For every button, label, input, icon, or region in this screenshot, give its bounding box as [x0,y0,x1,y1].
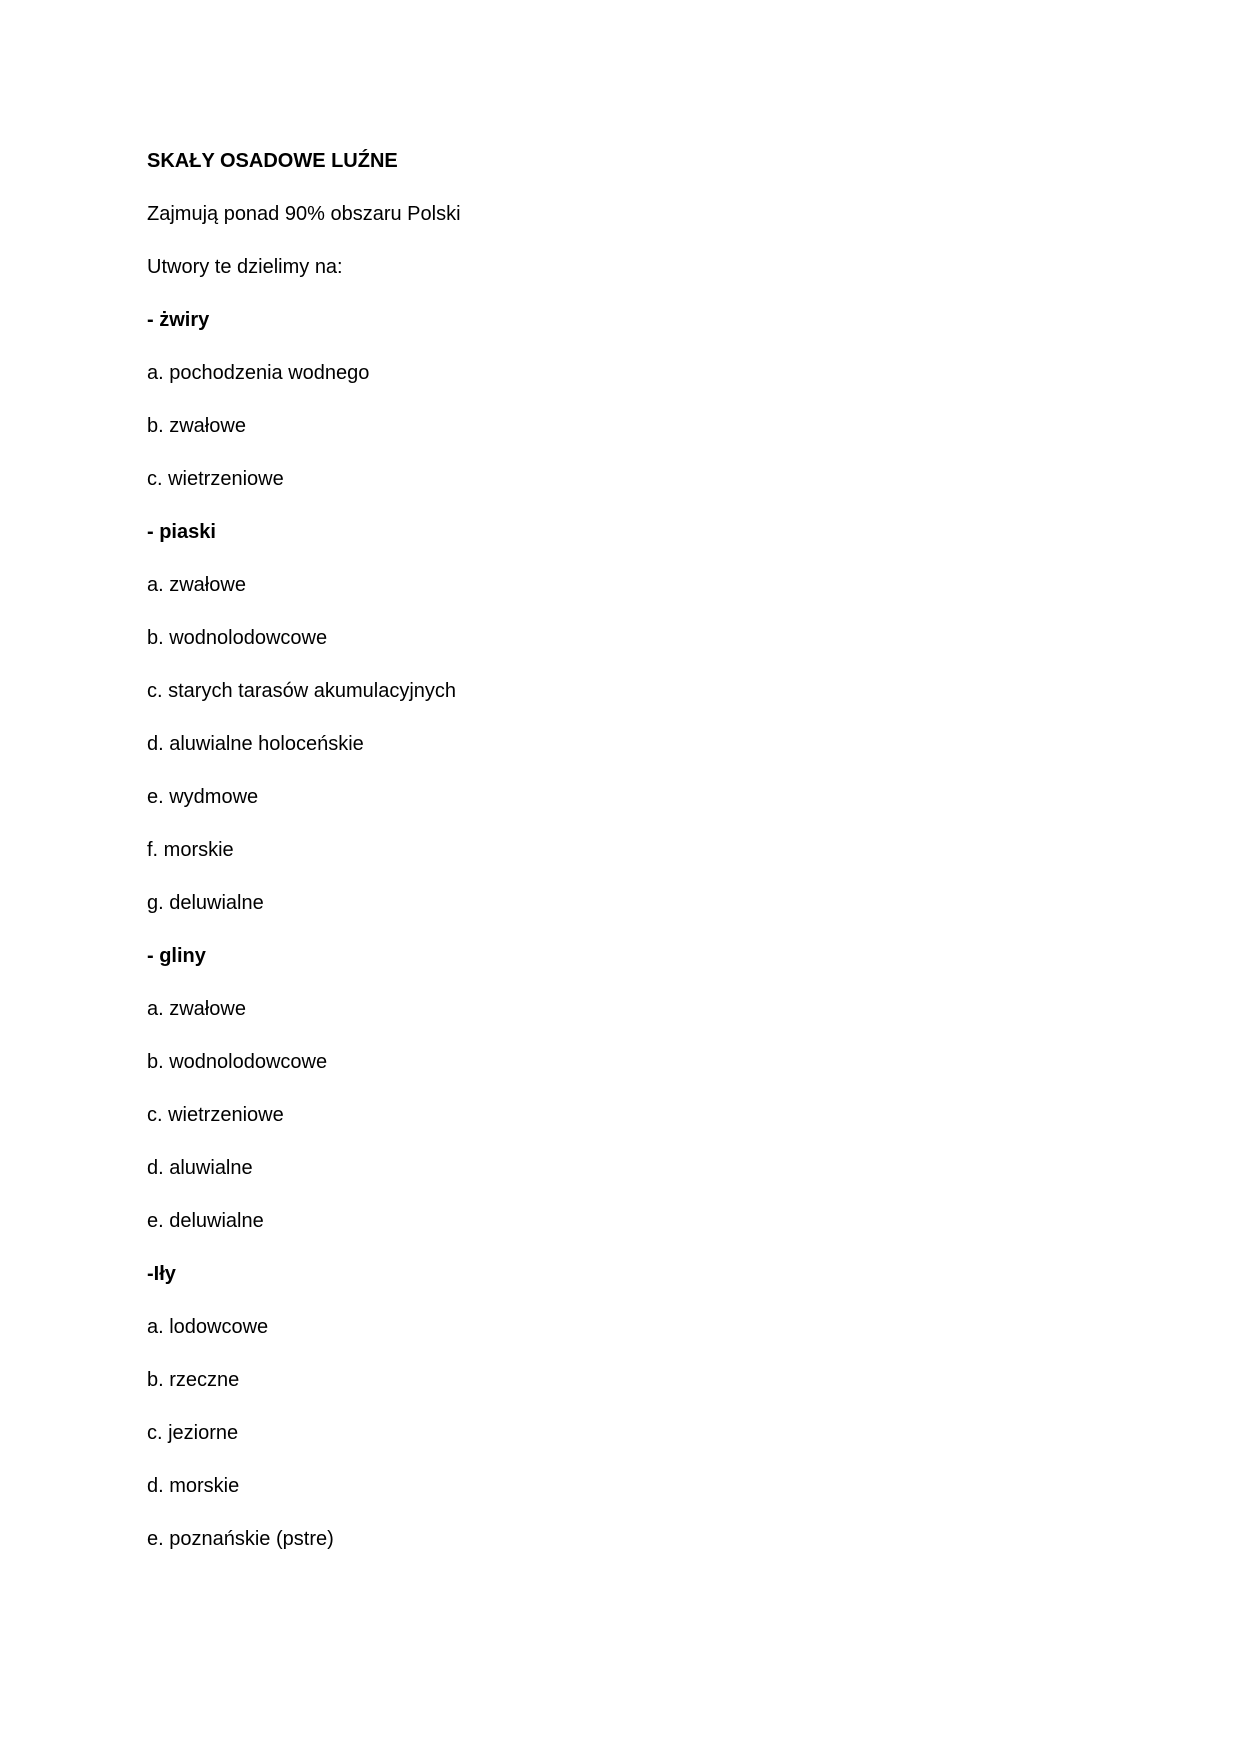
list-item: e. poznańskie (pstre) [147,1528,334,1550]
list-item: c. jeziorne [147,1422,239,1444]
list-item: a. zwałowe [147,998,246,1020]
list-item: b. wodnolodowcowe [147,1051,328,1073]
document-title: SKAŁY OSADOWE LUŹNE [147,150,398,172]
list-item: a. zwałowe [147,574,246,596]
subtitle-text: Utwory te dzielimy na: [147,256,343,278]
list-item: c. wietrzeniowe [147,1104,284,1126]
list-item: g. deluwialne [147,892,264,914]
list-item: a. pochodzenia wodnego [147,362,370,384]
group-heading: -Iły [147,1263,176,1285]
list-item: a. lodowcowe [147,1316,269,1338]
group-piaski [147,514,1047,938]
list-item: b. rzeczne [147,1369,240,1391]
list-item: e. deluwialne [147,1210,264,1232]
group-zwiry [147,302,1047,514]
intro-text: Zajmują ponad 90% obszaru Polski [147,203,461,225]
group-heading: - gliny [147,945,206,967]
list-item: d. aluwialne holoceńskie [147,733,364,755]
list-item: c. wietrzeniowe [147,468,284,490]
list-item: b. wodnolodowcowe [147,627,328,649]
group-heading: - piaski [147,521,216,543]
group-ily [147,1256,1047,1574]
list-item: c. starych tarasów akumulacyjnych [147,680,457,702]
list-item: e. wydmowe [147,786,259,808]
group-gliny [147,938,1047,1256]
document-body [147,143,1047,1574]
list-item: f. morskie [147,839,234,861]
list-item: b. zwałowe [147,415,246,437]
group-heading: - żwiry [147,309,210,331]
list-item: d. morskie [147,1475,240,1497]
list-item: d. aluwialne [147,1157,253,1179]
